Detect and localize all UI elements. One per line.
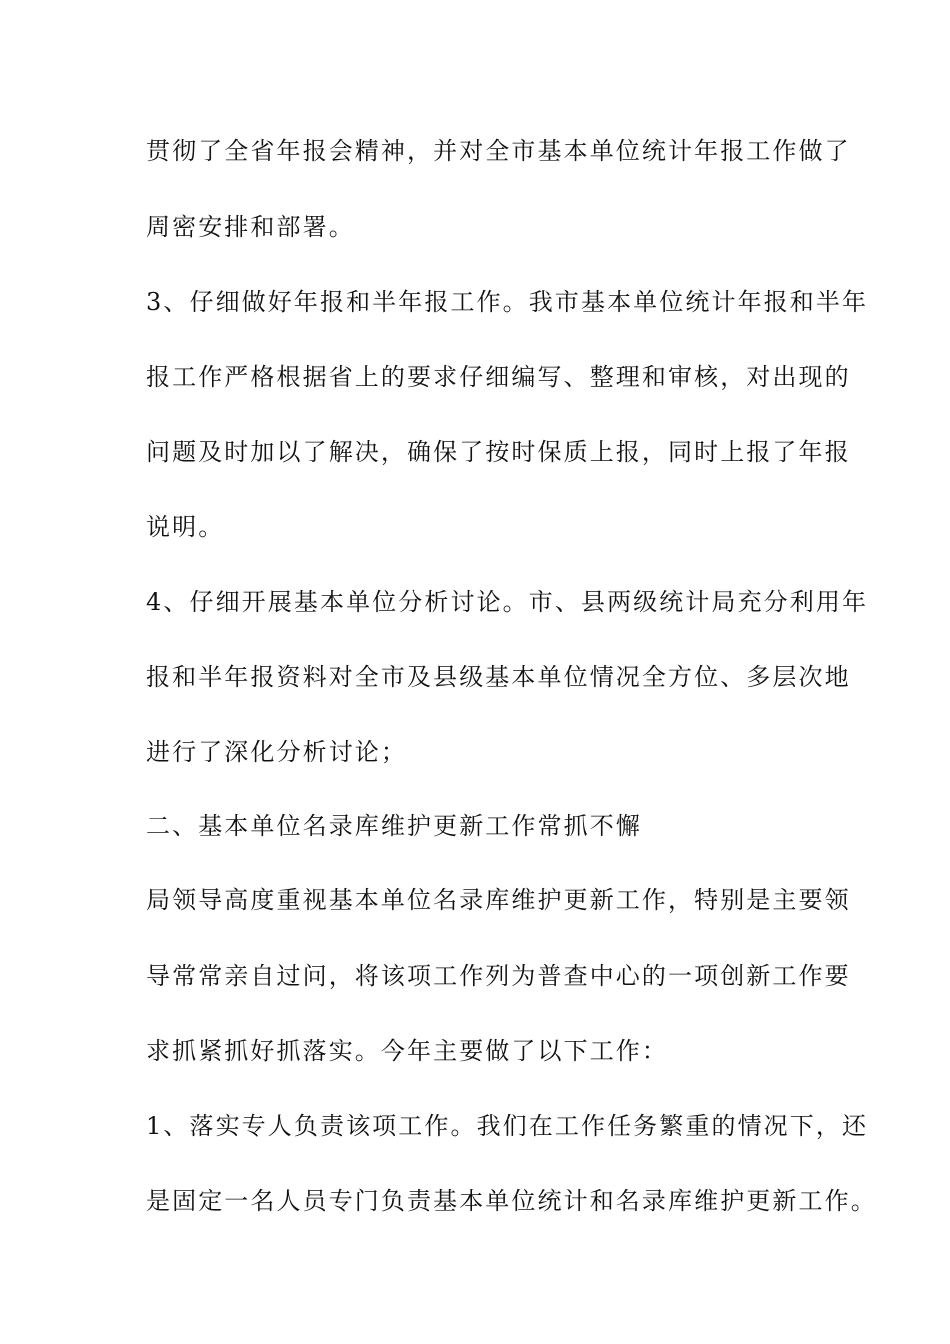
text-line: 局领导高度重视基本单位名录库维护更新工作，特别是主要领 [146,886,851,914]
text-line: 周密安排和部署。 [146,213,355,241]
text-line: 贯彻了全省年报会精神，并对全市基本单位统计年报工作做了 [146,137,851,165]
text-line: 报工作严格根据省上的要求仔细编写、整理和审核，对出现的 [146,363,851,391]
text-line: 报和半年报资料对全市及县级基本单位情况全方位、多层次地 [146,663,851,691]
text-line: 是固定一名人员专门负责基本单位统计和名录库维护更新工作。 [146,1187,877,1215]
text-line: 问题及时加以了解决，确保了按时保质上报，同时上报了年报 [146,438,851,466]
text-line: 4、仔细开展基本单位分析讨论。市、县两级统计局充分利用年 [146,588,869,616]
text-line: 求抓紧抓好抓落实。今年主要做了以下工作： [146,1037,668,1065]
text-line: 导常常亲自过问，将该项工作列为普查中心的一项创新工作要 [146,962,851,990]
text-line: 1、落实专人负责该项工作。我们在工作任务繁重的情况下，还 [146,1112,869,1140]
text-line: 3、仔细做好年报和半年报工作。我市基本单位统计年报和半年 [146,288,869,316]
text-line: 说明。 [146,513,225,541]
text-line: 进行了深化分析讨论； [146,738,407,766]
section-heading: 二、基本单位名录库维护更新工作常抓不懈 [146,812,642,840]
